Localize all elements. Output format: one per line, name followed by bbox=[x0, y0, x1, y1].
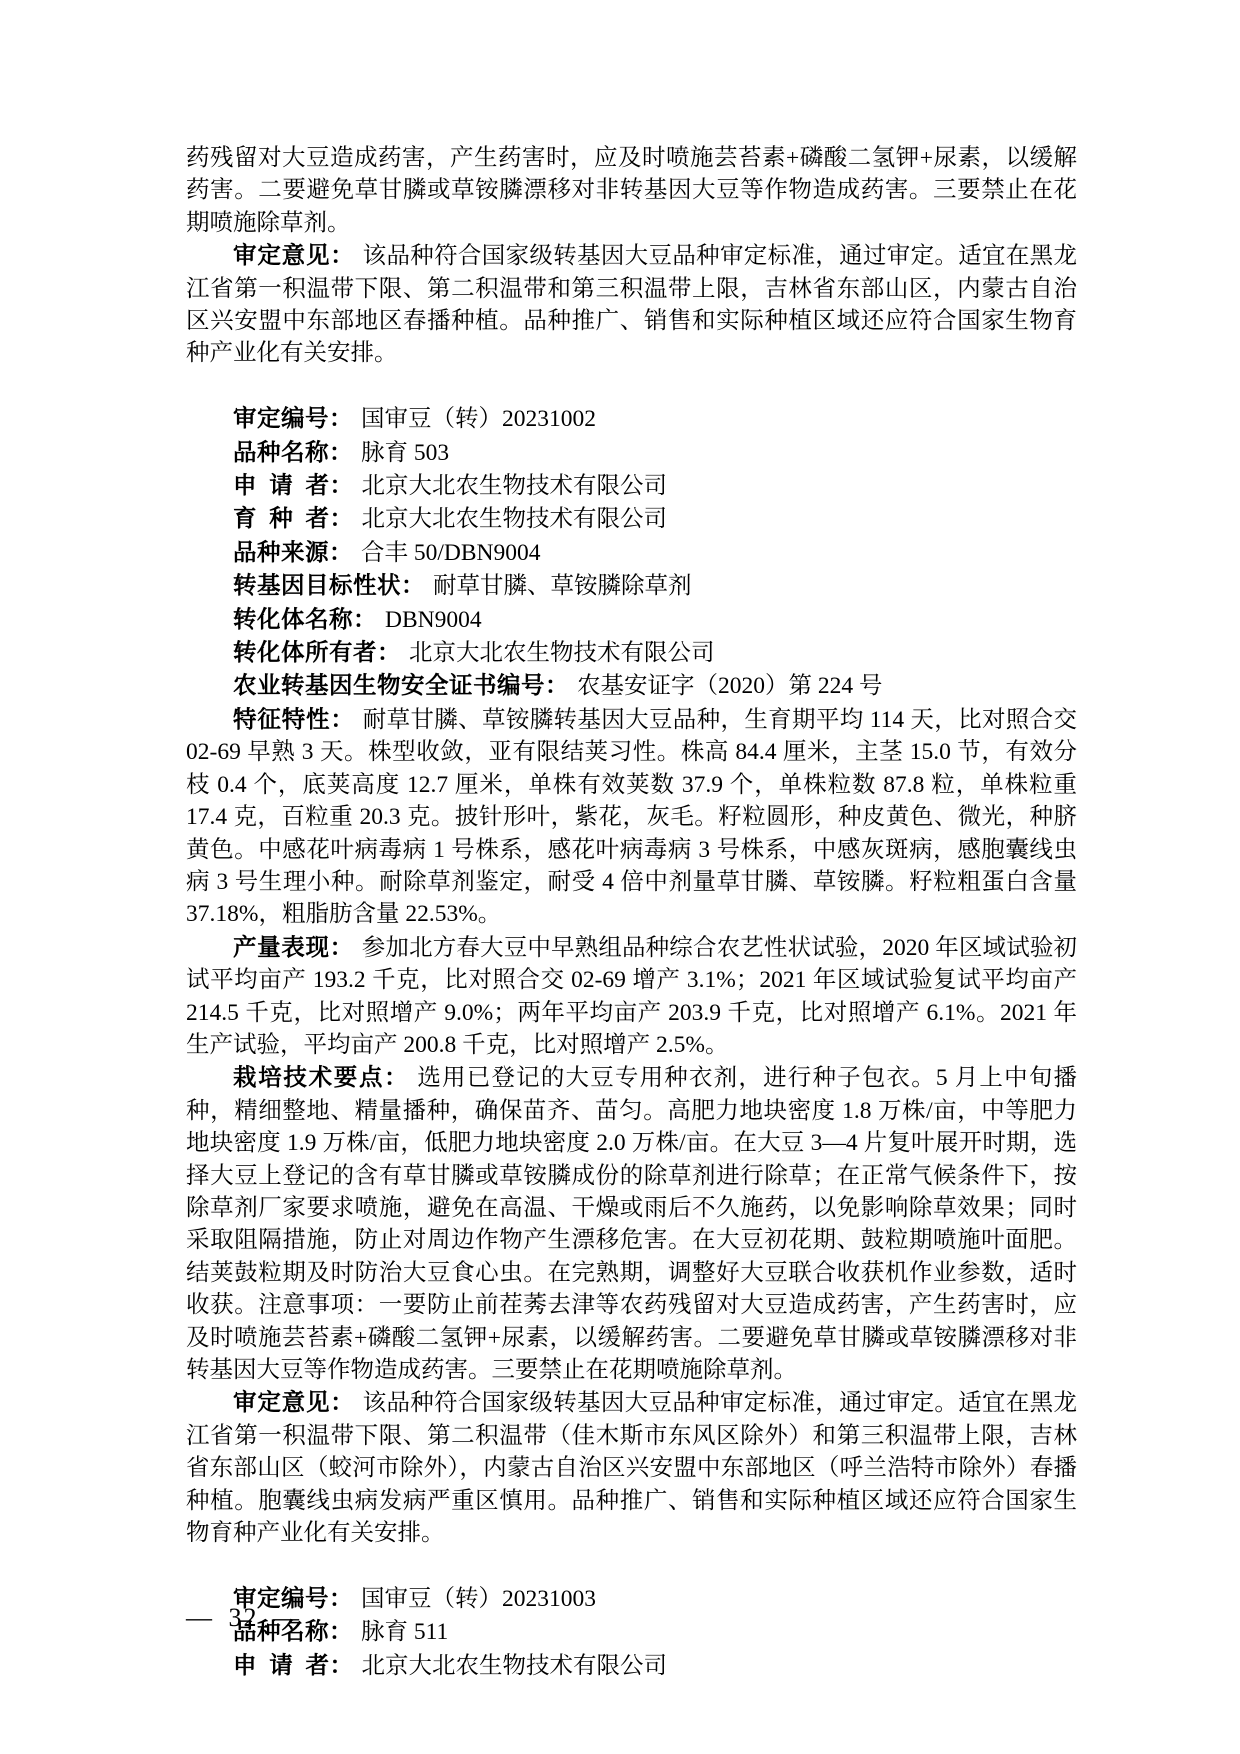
field-variety-origin bbox=[186, 536, 1077, 569]
blank-line bbox=[186, 370, 1077, 402]
field-approval-number bbox=[186, 402, 1077, 435]
breeder-label: 育 种 者： bbox=[233, 505, 354, 532]
traits-label: 特征特性： bbox=[233, 705, 355, 732]
traits-text: 耐草甘膦、草铵膦转基因大豆品种，生育期平均 114 天，比对照合交 02-69 早熟 3 天。株型收敛，亚有限结荚习性。株高 84.4 厘米，主茎 15.0 节，有效分枝 0.4 个，底荚高度 12.7 厘米，单株有效荚数 37.9 个，单株粒数 87.8 粒，单株粒重 17.4 克，百粒重 20.3 克。披针形叶，紫花，灰毛。籽粒圆形，种皮黄色、微光，种脐黄色。中感花叶病毒病 1 号株系，感花叶病毒病 3 号株系，中感灰斑病，感胞囊线虫病 3 号生理小种。耐除草剂鉴定，耐受 4 倍中剂量草甘膦、草铵膦。籽粒粗蛋白含量 37.18%，粗脂肪含量 22.53%。 bbox=[186, 706, 1077, 928]
variety-name-2-label: 品种名称： bbox=[233, 1618, 353, 1645]
applicant-label: 申 请 者： bbox=[233, 472, 354, 499]
field-gm-target-trait bbox=[186, 569, 1077, 602]
paragraph-review-opinion-2 bbox=[186, 1386, 1077, 1549]
field-applicant bbox=[186, 469, 1077, 502]
yield-performance-text: 参加北方春大豆中早熟组品种综合农艺性状试验，2020 年区域试验初试平均亩产 193.2 千克，比对照合交 02-69 增产 3.1%；2021 年区域试验复试平均亩产 214.5 千克，比对照增产 9.0%；两年平均亩产 203.9 千克，比对照增产 6.1%。2021 年生产试验，平均亩产 200.8 千克，比对照增产 2.5%。 bbox=[186, 934, 1078, 1058]
field-transformant-name bbox=[186, 603, 1077, 636]
paragraph-carryover bbox=[186, 142, 1077, 239]
carryover-text: 药残留对大豆造成药害，产生药害时，应及时喷施芸苔素+磷酸二氢钾+尿素，以缓解药害。二要避免草甘膦或草铵膦漂移对非转基因大豆等作物造成药害。三要禁止在花期喷施除草剂。 bbox=[186, 145, 1077, 236]
biosafety-cert-number-value: 农基安证字（2020）第 224 号 bbox=[577, 673, 883, 700]
variety-name-label: 品种名称： bbox=[233, 438, 353, 465]
review-opinion-2-label: 审定意见： bbox=[233, 1389, 355, 1416]
paragraph-review-opinion-1 bbox=[186, 239, 1077, 370]
page-number: — 32 — bbox=[186, 1603, 301, 1632]
transformant-name-label: 转化体名称： bbox=[233, 605, 377, 632]
cultivation-points-text: 选用已登记的大豆专用种衣剂，进行种子包衣。5 月上中旬播种，精细整地、精量播种，确保苗齐、苗匀。高肥力地块密度 1.8 万株/亩，中等肥力地块密度 1.9 万株/亩，低肥力地块密度 2.0 万株/亩。在大豆 3—4 片复叶展开时期，选择大豆上登记的含有草甘膦或草铵膦成份的除草剂进行除草；在正常气候条件下，按除草剂厂家要求喷施，避免在高温、干燥或雨后不久施药，以免影响除草效果；同时采取阻隔措施，防止对周边作物产生漂移危害。在大豆初花期、鼓粒期喷施叶面肥。结荚鼓粒期及时防治大豆食心虫。在完熟期，调整好大豆联合收获机作业参数，适时收获。注意事项：一要防止前茬莠去津等农药残留对大豆造成药害，产生药害时，应及时喷施芸苔素+磷酸二氢钾+尿素，以缓解药害。二要避免草甘膦或草铵膦漂移对非转基因大豆等作物造成药害。三要禁止在花期喷施除草剂。 bbox=[186, 1065, 1078, 1384]
applicant-2-label: 申 请 者： bbox=[233, 1651, 354, 1678]
review-opinion-1-label: 审定意见： bbox=[233, 242, 355, 269]
field-breeder bbox=[186, 502, 1077, 535]
approval-number-value: 国审豆（转）20231002 bbox=[361, 406, 596, 433]
variety-name-2-value: 脉育 511 bbox=[361, 1619, 449, 1646]
approval-number-2-value: 国审豆（转）20231003 bbox=[361, 1585, 596, 1612]
variety-origin-label: 品种来源： bbox=[233, 538, 353, 565]
field-transformant-owner bbox=[186, 636, 1077, 669]
paragraph-cultivation-points bbox=[186, 1061, 1077, 1386]
cultivation-points-label: 栽培技术要点： bbox=[233, 1064, 410, 1091]
blank-line bbox=[186, 1549, 1077, 1581]
transformant-owner-label: 转化体所有者： bbox=[233, 639, 401, 666]
transformant-name-value: DBN9004 bbox=[385, 606, 482, 633]
paragraph-traits bbox=[186, 703, 1077, 931]
field-approval-number-2 bbox=[186, 1582, 1077, 1615]
paragraph-yield-performance bbox=[186, 931, 1077, 1062]
applicant-value: 北京大北农生物技术有限公司 bbox=[361, 473, 667, 500]
approval-number-label: 审定编号： bbox=[233, 405, 353, 432]
variety-origin-value: 合丰 50/DBN9004 bbox=[361, 539, 541, 566]
breeder-value: 北京大北农生物技术有限公司 bbox=[361, 506, 667, 533]
field-applicant-2 bbox=[186, 1649, 1077, 1682]
biosafety-cert-number-label: 农业转基因生物安全证书编号： bbox=[233, 672, 569, 699]
transformant-owner-value: 北京大北农生物技术有限公司 bbox=[409, 640, 715, 667]
yield-performance-label: 产量表现： bbox=[233, 933, 354, 960]
review-opinion-2-text: 该品种符合国家级转基因大豆品种审定标准，通过审定。适宜在黑龙江省第一积温带下限、第二积温带（佳木斯市东风区除外）和第三积温带上限，吉林省东部山区（蛟河市除外），内蒙古自治区兴安盟中东部地区（呼兰浩特市除外）春播种植。胞囊线虫病发病严重区慎用。品种推广、销售和实际种植区域还应符合国家生物育种产业化有关安排。 bbox=[186, 1390, 1078, 1547]
applicant-2-value: 北京大北农生物技术有限公司 bbox=[361, 1652, 667, 1679]
approval-number-2-label: 审定编号： bbox=[233, 1584, 353, 1611]
field-variety-name-2 bbox=[186, 1615, 1077, 1648]
gm-target-trait-value: 耐草甘膦、草铵膦除草剂 bbox=[433, 573, 692, 600]
variety-name-value: 脉育 503 bbox=[361, 439, 450, 466]
field-biosafety-cert-number bbox=[186, 669, 1077, 702]
document-body bbox=[186, 142, 1077, 1682]
gm-target-trait-label: 转基因目标性状： bbox=[233, 572, 425, 599]
review-opinion-1-text: 该品种符合国家级转基因大豆品种审定标准，通过审定。适宜在黑龙江省第一积温带下限、第二积温带和第三积温带上限，吉林省东部山区，内蒙古自治区兴安盟中东部地区春播种植。品种推广、销售和实际种植区域还应符合国家生物育种产业化有关安排。 bbox=[186, 243, 1078, 367]
field-variety-name bbox=[186, 436, 1077, 469]
